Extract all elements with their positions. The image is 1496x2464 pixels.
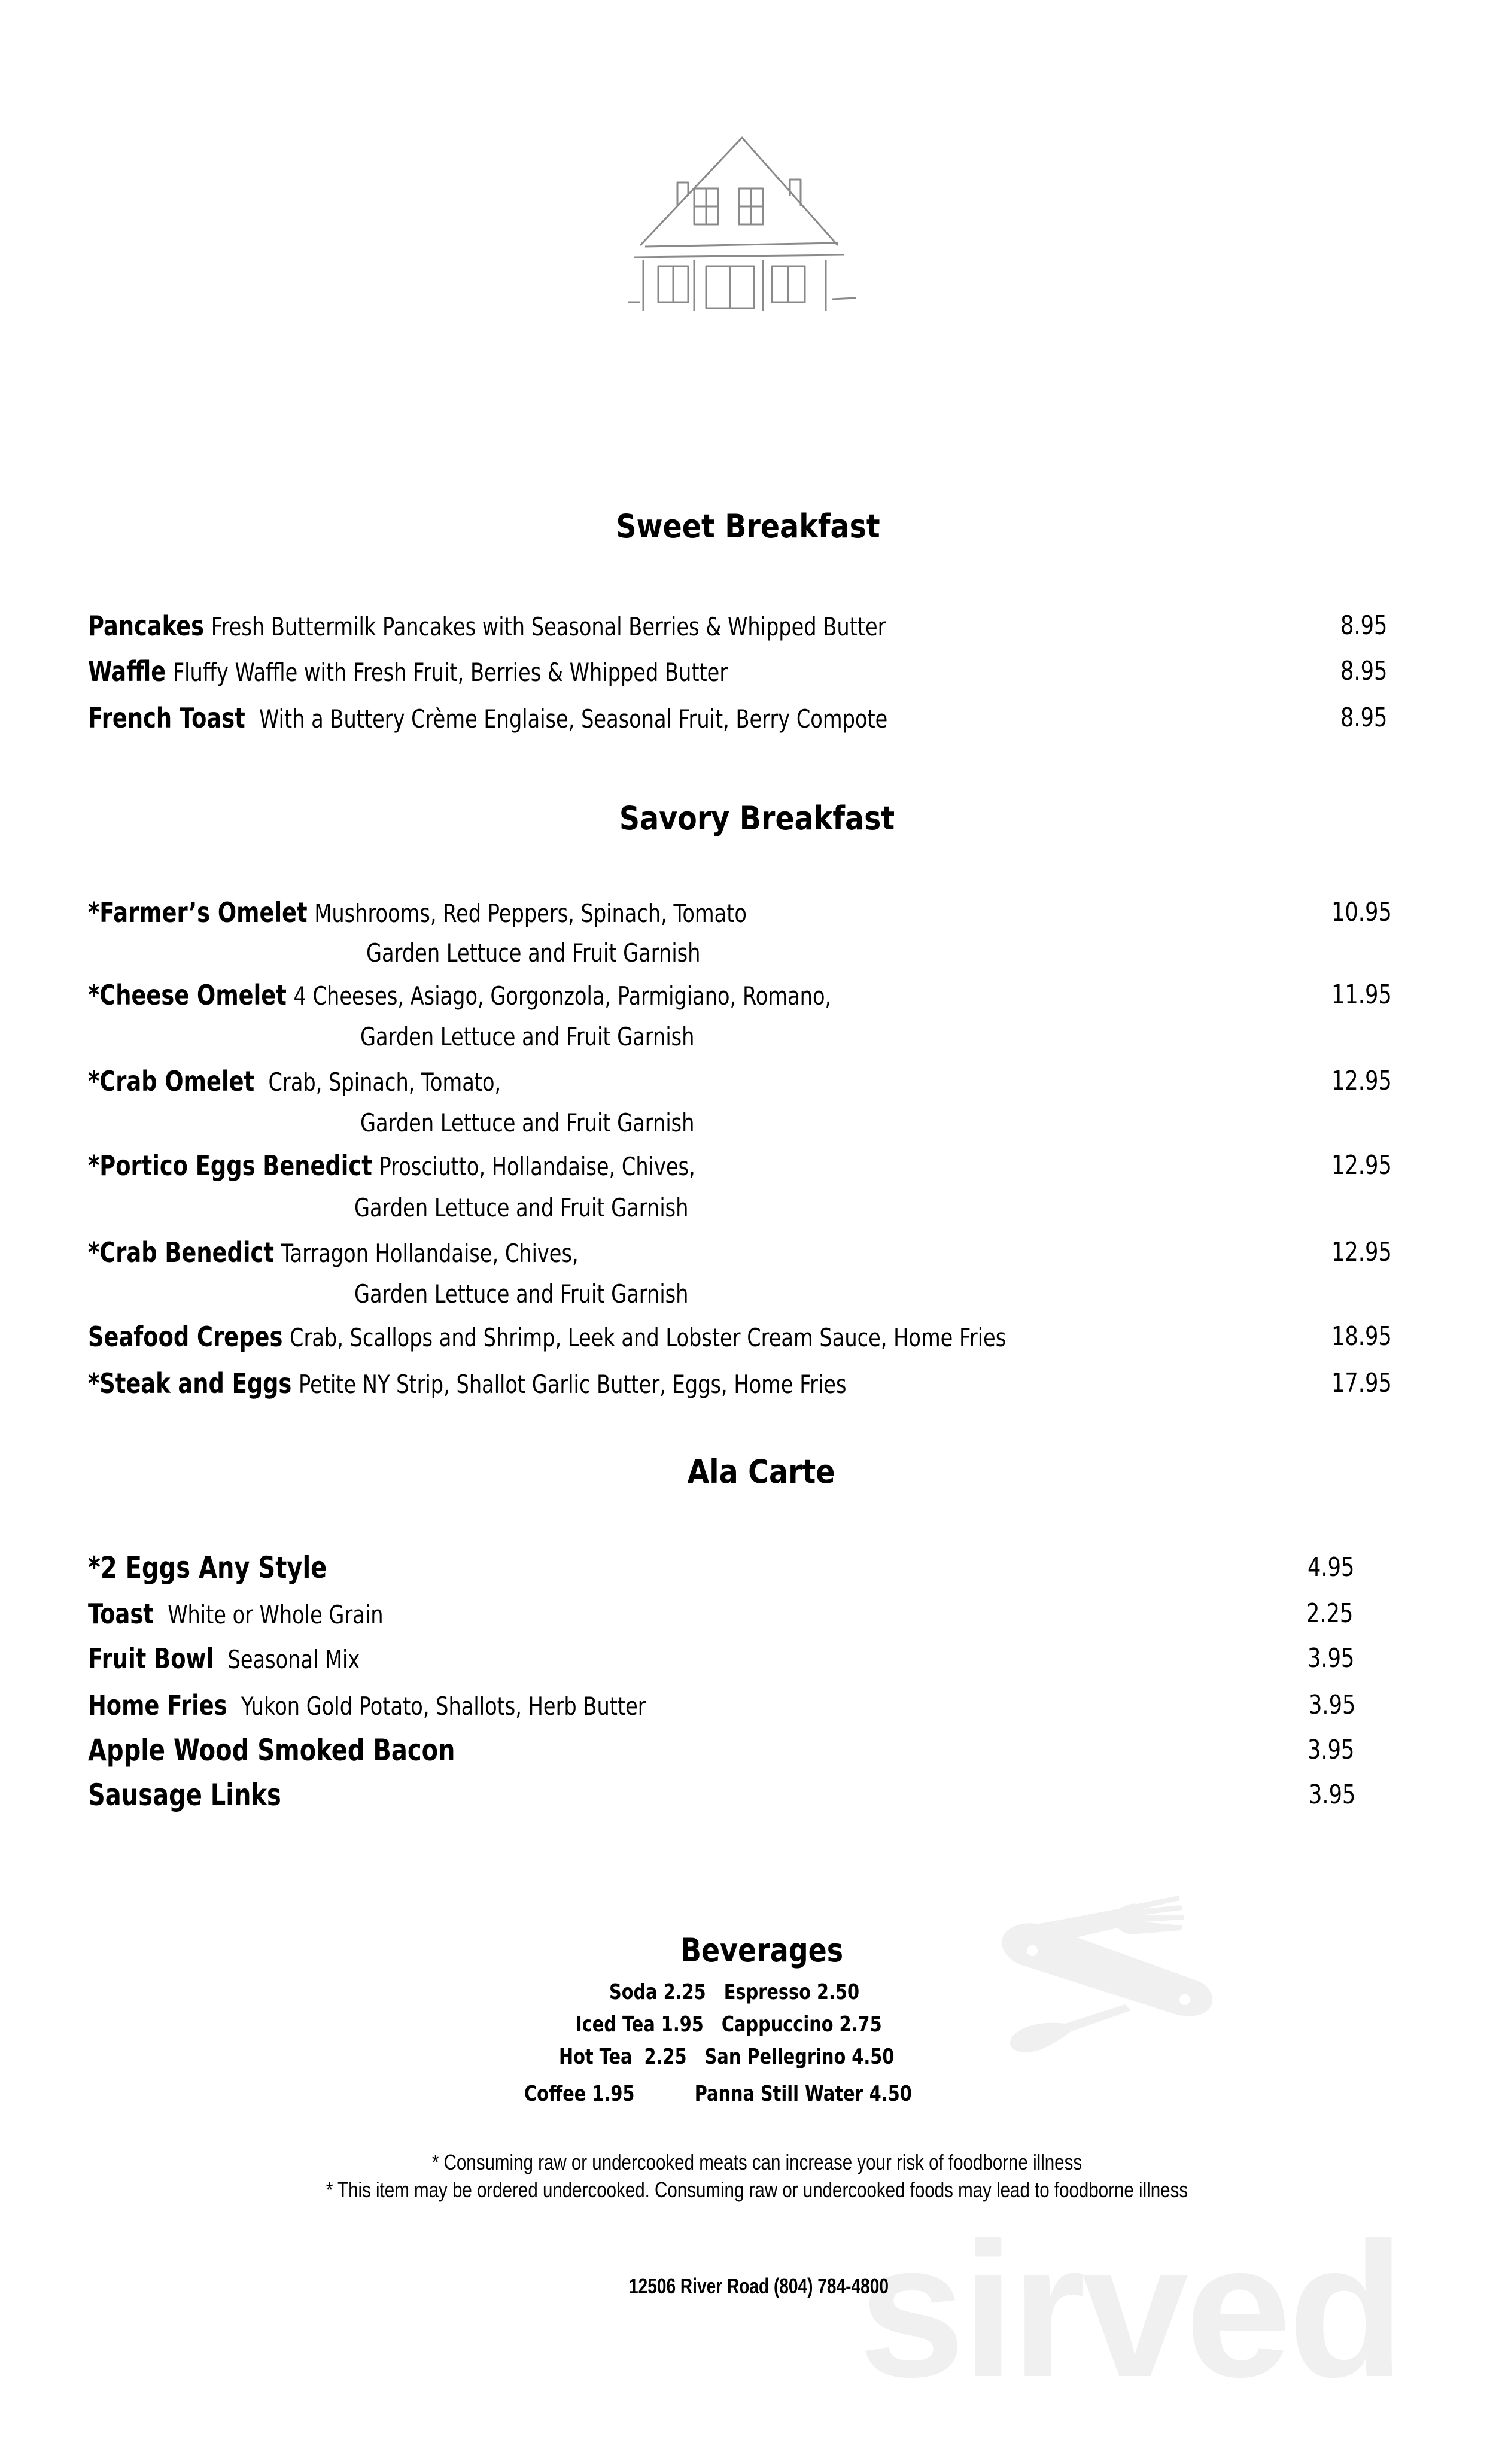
item-description: Fresh Buttermilk Pancakes with Seasonal Berries & Whipped Butter <box>211 612 886 641</box>
menu-item-seafood-crepes <box>88 1319 1236 1356</box>
item-description: With a Buttery Crème Englaise, Seasonal Fruit, Berry Compote <box>259 704 888 734</box>
item-subline: Garden Lettuce and Fruit Garnish <box>366 938 701 968</box>
item-name: Seafood Crepes <box>88 1321 283 1353</box>
item-price: 12.95 <box>1331 1237 1392 1267</box>
item-name: Waffle <box>88 655 166 688</box>
item-price: 18.95 <box>1331 1321 1392 1352</box>
menu-item-french-toast <box>88 700 1087 737</box>
menu-item-crab-benedict <box>88 1234 701 1271</box>
item-price: 4.95 <box>1308 1552 1355 1583</box>
item-description: Crab, Spinach, Tomato, <box>268 1067 501 1097</box>
menu-item-portico-eggs-benedict <box>88 1148 847 1185</box>
beverage-right: Espresso 2.50 <box>723 1980 860 2004</box>
item-price: 3.95 <box>1309 1690 1356 1720</box>
food-safety-note: * This item may be ordered undercooked. Consuming raw or undercooked foods may lead to foodborne illness <box>326 2177 1188 2202</box>
item-description: Mushrooms, Red Peppers, Spinach, Tomato <box>314 899 747 928</box>
item-description: White or Whole Grain <box>168 1600 384 1629</box>
beverage-left: Hot Tea 2.25 <box>559 2045 687 2069</box>
beverage-row <box>559 2043 978 2071</box>
beverage-right: Panna Still Water 4.50 <box>694 2082 912 2106</box>
section-title-text: Sweet Breakfast <box>616 507 880 545</box>
section-title-savory-breakfast <box>601 799 914 837</box>
item-name: Home Fries <box>88 1689 227 1721</box>
item-price: 11.95 <box>1331 979 1392 1010</box>
item-name: Sausage Links <box>88 1778 281 1812</box>
section-title-text: Savory Breakfast <box>619 799 895 837</box>
item-price: 3.95 <box>1308 1643 1355 1674</box>
menu-item-waffle <box>88 653 887 690</box>
item-name: *Farmer’s Omelet <box>88 896 308 929</box>
item-subline: Garden Lettuce and Fruit Garnish <box>354 1279 689 1309</box>
item-price: 12.95 <box>1331 1066 1392 1096</box>
item-subline: Garden Lettuce and Fruit Garnish <box>360 1108 695 1137</box>
menu-item-cheese-omelet <box>88 977 1017 1014</box>
section-title-beverages: Beverages <box>680 1931 844 1969</box>
beverage-left: Iced Tea 1.95 <box>576 2012 704 2037</box>
item-name: *2 Eggs Any Style <box>88 1550 327 1585</box>
item-description: 4 Cheeses, Asiago, Gorgonzola, Parmigiano, Romano, <box>293 981 832 1011</box>
food-safety-note: * Consuming raw or undercooked meats can increase your risk of foodborne illness <box>431 2150 1083 2174</box>
menu-item-pancakes <box>88 608 1085 645</box>
item-name: *Crab Omelet <box>88 1065 255 1097</box>
item-name: *Portico Eggs Benedict <box>88 1149 372 1182</box>
item-price: 8.95 <box>1340 610 1388 641</box>
item-price: 8.95 <box>1340 656 1388 686</box>
beverage-left: Coffee 1.95 <box>524 2082 635 2106</box>
item-name: *Cheese Omelet <box>88 979 287 1011</box>
section-title-ala-carte <box>677 1453 846 1490</box>
item-description: Petite NY Strip, Shallot Garlic Butter, Eggs, Home Fries <box>299 1370 847 1399</box>
watermark-cutlery-icon <box>981 1891 1221 2070</box>
watermark-text: sirved <box>859 2203 1401 2417</box>
item-price: 10.95 <box>1331 897 1392 927</box>
menu-item-home-fries <box>88 1687 786 1724</box>
menu-item-sausage-links <box>88 1777 330 1814</box>
item-description: Prosciutto, Hollandaise, Chives, <box>379 1152 695 1181</box>
beverage-row <box>609 1978 922 2007</box>
item-name: Pancakes <box>88 610 205 642</box>
item-name: French Toast <box>88 702 245 734</box>
watermark-logo <box>859 2203 1401 2417</box>
item-description: Fluffy Waffle with Fresh Fruit, Berries & Whipped Butter <box>172 658 728 687</box>
house-sketch-logo <box>628 120 880 311</box>
menu-item-bacon <box>88 1732 547 1769</box>
menu-item-2-eggs <box>88 1550 387 1586</box>
item-subline: Garden Lettuce and Fruit Garnish <box>354 1193 689 1222</box>
address-phone: 12506 River Road (804) 784-4800 <box>629 2274 889 2298</box>
item-description: Crab, Scallops and Shrimp, Leek and Lobster Cream Sauce, Home Fries <box>290 1323 1007 1352</box>
item-name: *Steak and Eggs <box>88 1367 292 1400</box>
beverage-right: San Pellegrino 4.50 <box>704 2045 895 2069</box>
beverage-right: Cappuccino 2.75 <box>721 2012 882 2037</box>
item-price: 8.95 <box>1340 702 1388 733</box>
item-subline: Garden Lettuce and Fruit Garnish <box>360 1022 695 1051</box>
item-name: Fruit Bowl <box>88 1642 214 1675</box>
item-description: Seasonal Mix <box>227 1645 360 1674</box>
beverage-row <box>576 2010 959 2039</box>
menu-item-crab-omelet <box>88 1063 604 1100</box>
menu-item-farmers-omelet <box>88 895 911 932</box>
item-description: Tarragon Hollandaise, Chives, <box>281 1239 579 1268</box>
item-description: Yukon Gold Potato, Shallots, Herb Butter <box>241 1692 646 1721</box>
item-price: 2.25 <box>1306 1598 1354 1629</box>
section-title-sweet-breakfast <box>598 507 898 545</box>
menu-item-steak-and-eggs <box>88 1365 1036 1403</box>
menu-item-fruit-bowl <box>88 1641 428 1678</box>
item-price: 17.95 <box>1331 1368 1392 1398</box>
item-name: Apple Wood Smoked Bacon <box>88 1733 455 1768</box>
item-price: 12.95 <box>1331 1150 1392 1181</box>
item-name: Toast <box>88 1598 154 1630</box>
section-title-text: Ala Carte <box>687 1453 835 1490</box>
beverage-left: Soda 2.25 <box>609 1980 706 2004</box>
item-price: 3.95 <box>1308 1735 1355 1765</box>
item-price: 3.95 <box>1309 1779 1356 1810</box>
item-name: *Crab Benedict <box>88 1236 274 1268</box>
beverage-row <box>524 2080 1009 2109</box>
menu-item-toast <box>88 1596 457 1633</box>
